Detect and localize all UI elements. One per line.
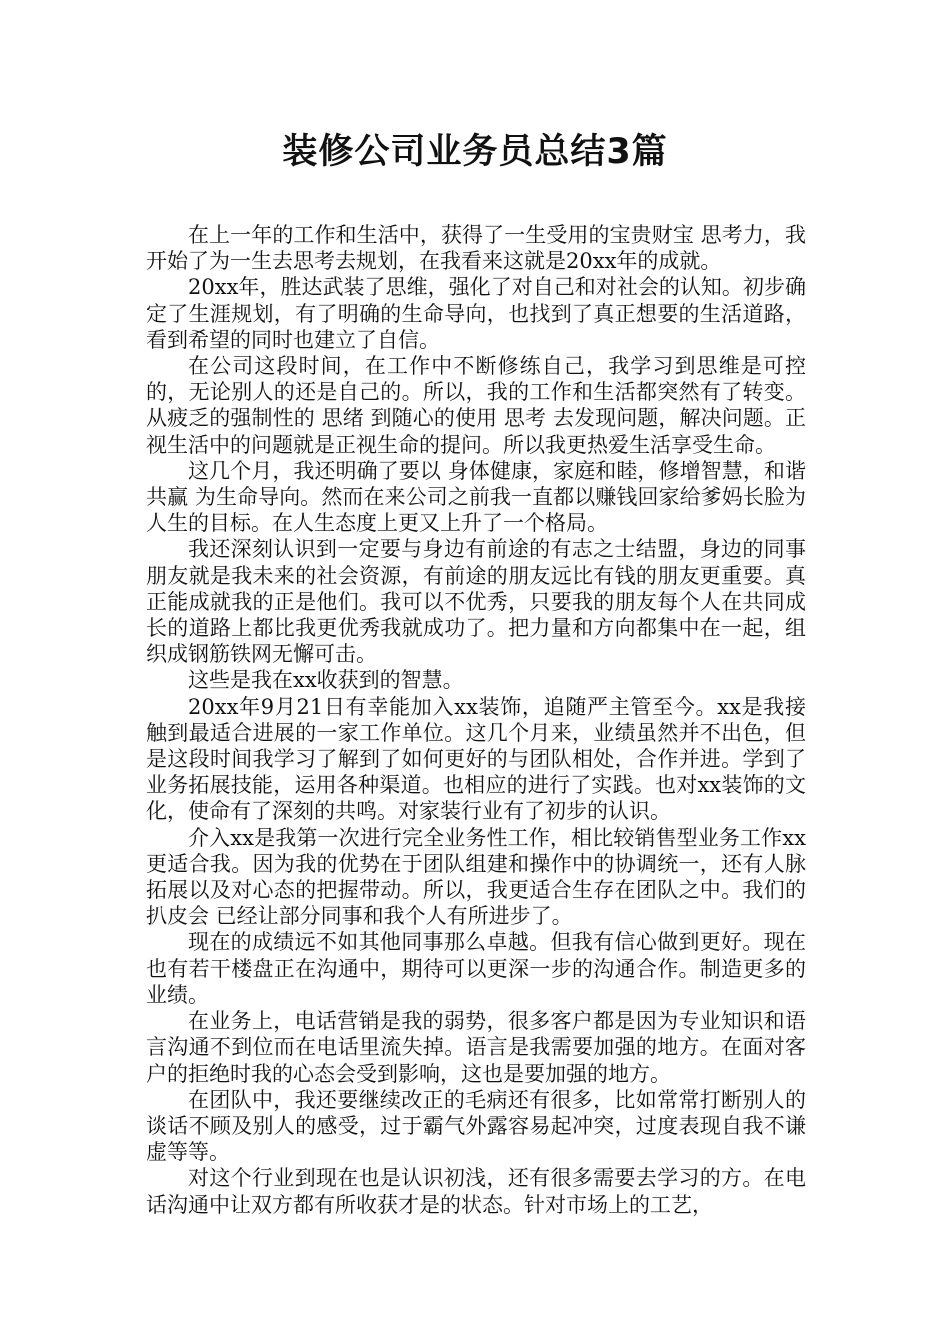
paragraph: 这些是我在xx收获到的智慧。 xyxy=(188,668,464,693)
paragraph: 20xx年9月21日有幸能加入xx装饰，追随严主管至今。xx是我接触到最适合进展的一家工作单位。这几个月来，业绩虽然并不出色，但是这段时间我学习了解到了如何更好的与团队相处，合作并进。学到了业务拓展技能，运用各种渠道。也相应的进行了实践。也对xx装饰的文化，使命有了深刻的共鸣。对家装行业有了初步的认识。 xyxy=(146,694,806,824)
paragraph: 在上一年的工作和生活中，获得了一生受用的宝贵财宝 思考力，我开始了为一生去思考去规划，在我看来这就是20xx年的成就。 xyxy=(146,223,806,274)
document-title: 装修公司业务员总结3篇 xyxy=(282,132,668,172)
paragraph: 在业务上，电话营销是我的弱势，很多客户都是因为专业知识和语言沟通不到位而在电话里流失掉。语言是我需要加强的地方。在面对客户的拒绝时我的心态会受到影响，这也是要加强的地方。 xyxy=(146,1009,806,1086)
paragraph: 20xx年，胜达武装了思维，强化了对自己和对社会的认知。初步确定了生涯规划，有了明确的生命导向，也找到了真正想要的生活道路，看到希望的同时也建立了自信。 xyxy=(146,275,806,352)
paragraph: 这几个月，我还明确了要以 身体健康，家庭和睦，修增智慧，和谐共赢 为生命导向。然而在来公司之前我一直都以赚钱回家给爹妈长脸为人生的目标。在人生态度上更又上升了一个格局。 xyxy=(146,458,806,536)
paragraph: 对这个行业到现在也是认识初浅，还有很多需要去学习的方。在电话沟通中让双方都有所收获才是的状态。针对市场上的工艺， xyxy=(146,1166,806,1217)
paragraph: 介入xx是我第一次进行完全业务性工作，相比较销售型业务工作xx更适合我。因为我的优势在于团队组建和操作中的协调统一，还有人脉拓展以及对心态的把握带动。所以，我更适合生存在团队之中。我们的 扒皮会 已经让部分同事和我个人有所进步了。 xyxy=(146,825,806,929)
paragraph: 现在的成绩远不如其他同事那么卓越。但我有信心做到更好。现在也有若干楼盘正在沟通中，期待可以更深一步的沟通合作。制造更多的业绩。 xyxy=(146,930,806,1007)
paragraph: 在团队中，我还要继续改正的毛病还有很多，比如常常打断别人的谈话不顾及别人的感受，过于霸气外露容易起冲突，过度表现自我不谦虚等等。 xyxy=(146,1087,806,1165)
paragraph: 我还深刻认识到一定要与身边有前途的有志之士结盟，身边的同事朋友就是我未来的社会资源，有前途的朋友远比有钱的朋友更重要。真正能成就我的正是他们。我可以不优秀，只要我的朋友每个人在共同成长的道路上都比我更优秀我就成功了。把力量和方向都集中在一起，组织成钢筋铁网无懈可击。 xyxy=(146,537,806,667)
paragraph: 在公司这段时间，在工作中不断修练自己，我学习到思维是可控的，无论别人的还是自己的。所以，我的工作和生活都突然有了转变。从疲乏的强制性的 思绪 到随心的使用 思考 去发现问题，解决问题。正视生活中的问题就是正视生命的提问。所以我更热爱生活享受生命。 xyxy=(146,354,806,457)
document-body xyxy=(146,222,806,1218)
